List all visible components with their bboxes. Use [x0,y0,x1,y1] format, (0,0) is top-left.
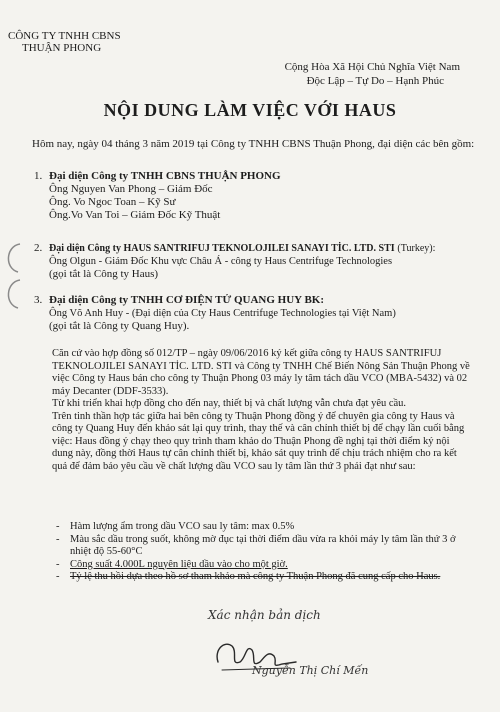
company-header [8,30,121,54]
translation-confirmation: Xác nhận bản dịch [208,608,321,622]
section-heading-suffix: (Turkey): [397,243,436,254]
signatory-name: Nguyễn Thị Chí Mến [252,664,369,677]
section-line: Ông.Vo Van Toi – Giám Đốc Kỹ Thuật [49,209,221,221]
section-thuan-phong [34,170,281,222]
status-paragraph: Từ khi triển khai hợp đồng cho đến nay, thiết bị và chất lượng vẫn chưa đạt yêu cầu. [52,398,407,409]
section-line: Ông Võ Anh Huy - (Đại diện của Cty Haus Centrifuge Technologies tại Việt Nam) [49,308,396,319]
margin-mark-icon [0,274,24,314]
nation-name: Cộng Hòa Xã Hội Chủ Nghĩa Việt Nam [284,61,460,73]
section-haus [34,242,484,281]
document-title: NỘI DUNG LÀM VIỆC VỚI HAUS [103,100,397,120]
section-line: (gọi tắt là Công ty Quang Huy). [49,320,190,332]
section-heading: Đại diện Công ty HAUS SANTRIFUJ TEKNOLOJILEI SANAYI TİC. LTD. STI [49,243,395,254]
contract-paragraph: Căn cứ vào hợp đồng số 012/TP – ngày 09/06/2016 ký kết giữa công ty HAUS SANTRIFUJ TEKNOLOJILEI SANAYI TİC. LTD. STI và Công ty TNHH Chế Biến Nông Sản Thuận Phong về việc Công ty Haus bán cho công ty Thuận Phong 03 máy ly tâm tách dầu VCO (MBA-5432) và 02 máy Decanter (DDF-3533). [52,348,470,397]
company-name-line2: THUẬN PHONG [22,42,102,54]
nation-motto: Độc Lập – Tự Do – Hạnh Phúc [306,75,444,87]
national-motto [285,60,460,88]
body-paragraphs [52,348,472,473]
section-number: 1. [34,170,43,182]
list-item: - Hàm lượng ẩm trong dầu VCO sau ly tâm: max 0.5% [52,521,472,534]
section-line: Ông Olgun - Giám Đốc Khu vực Châu Á - công ty Haus Centrifuge Technologies [49,256,393,267]
list-item: - Màu sắc dầu trong suốt, không mờ đục tại thời điểm dầu vừa ra khỏi máy ly tâm lần thứ 3 ở nhiệt độ 55-60°C [52,534,472,559]
section-line: Ông. Vo Ngoc Toan – Kỹ Sư [49,196,176,208]
agreement-paragraph: Trên tinh thần hợp tác giữa hai bên công ty Thuận Phong đồng ý để chuyên gia công ty Haus và công ty Quang Huy đến khảo sát lại quy trình, thay thế và cân chỉnh thiết bị để chạy lần cuối bằng việc: Haus đồng ý chạy theo quy trình tham khảo do Thuận Phong đề nghị tại thời điểm ký nội dung này, đồng thời Haus tự cân chỉnh thiết bị, khảo sát quy trình để chịu trách nhiệm cho ra kết quả để đảm bảo yêu cầu về chất lượng dầu VCO sau ly tâm lần thứ 3 phải đạt như sau: [52,410,465,472]
requirements-list [52,521,472,584]
section-number: 3. [34,294,43,306]
list-item: - Tỷ lệ thu hồi dựa theo hồ sơ tham khảo mà công ty Thuận Phong đã cung cấp cho Haus. [52,571,472,584]
list-item: - Công suất 4.000L nguyên liệu dầu vào cho một giờ. [52,559,472,572]
margin-mark-icon [0,238,24,278]
company-name-line1: CÔNG TY TNHH CBNS [8,30,121,42]
section-line: Ông Nguyen Van Phong – Giám Đốc [49,183,213,195]
section-heading: Đại diện Công ty TNHH CƠ ĐIỆN TỬ QUANG HUY BK: [49,294,325,306]
section-line: (gọi tắt là Công ty Haus) [49,268,159,280]
section-quang-huy [34,294,396,333]
section-number: 2. [34,242,43,254]
section-heading: Đại diện Công ty TNHH CBNS THUẬN PHONG [49,170,281,182]
intro-text: Hôm nay, ngày 04 tháng 3 năm 2019 tại Công ty TNHH CBNS Thuận Phong, đại diện các bên gồm: [32,138,475,150]
